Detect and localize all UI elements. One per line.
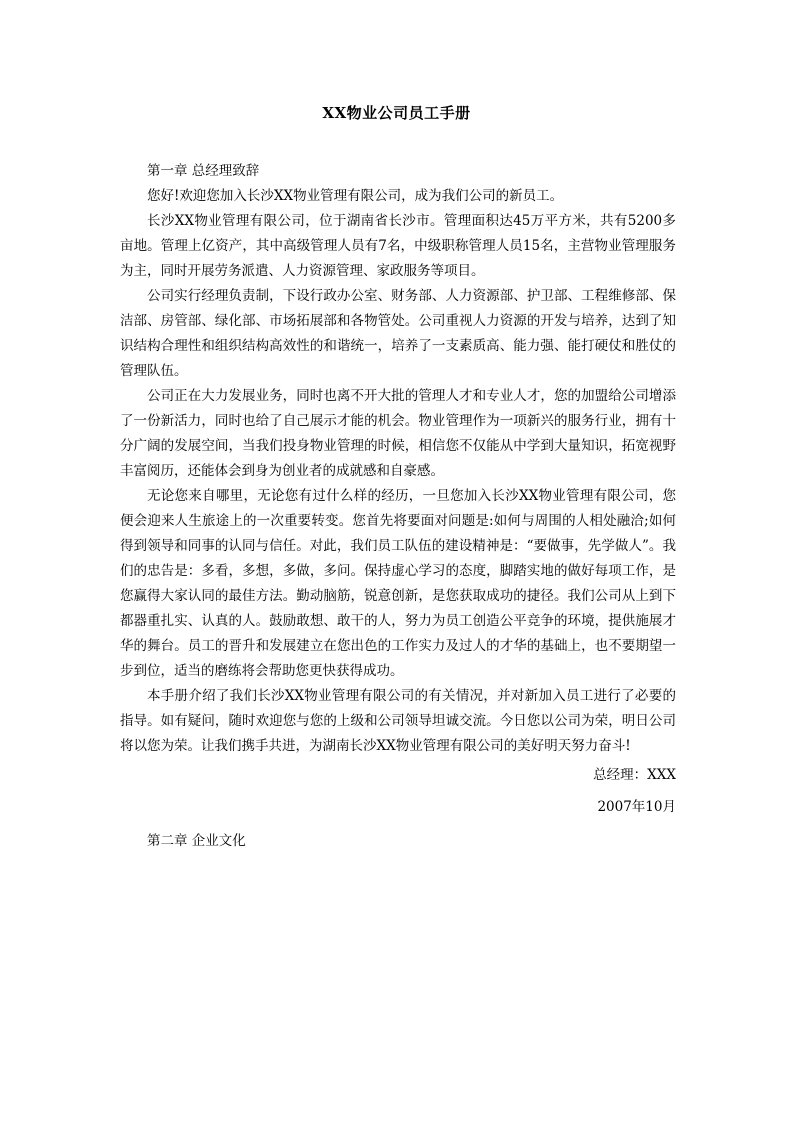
signature: 总经理：XXX	[593, 767, 676, 783]
signature-date: 2007年10月	[597, 799, 676, 815]
paragraph-greeting: 您好!欢迎您加入长沙XX物业管理有限公司，成为我们公司的新员工。	[147, 188, 564, 204]
chapter-1-heading: 第一章 总经理致辞	[147, 163, 260, 179]
paragraph-company-intro: 长沙XX物业管理有限公司，位于湖南省长沙市。管理面积达45万平方米，共有5200多亩地。管理上亿资产，其中高级管理人员有7名，中级职称管理人员15名，主营物业管理服务为主，同时开展劳务派遣、人力资源管理、家政服务等项目。	[120, 213, 676, 279]
document-body	[120, 159, 676, 854]
paragraph-advice: 无论您来自哪里，无论您有过什么样的经历，一旦您加入长沙XX物业管理有限公司，您便会迎来人生旅途上的一次重要转变。您首先将要面对问题是:如何与周围的人相处融洽;如何得到领导和同事的认同与信任。对此，我们员工队伍的建设精神是：“要做事，先学做人”。我们的忠告是：多看，多想，多做，多问。保持虚心学习的态度，脚踏实地的做好每项工作，是您赢得大家认同的最佳方法。勤动脑筋，锐意创新，是您获取成功的捷径。我们公司从上到下都器重扎实、认真的人。鼓励敢想、敢干的人，努力为员工创造公平竞争的环境，提供施展才华的舞台。员工的晋升和发展建立在您出色的工作实力及过人的才华的基础上，也不要期望一步到位，适当的磨练将会帮助您更快获得成功。	[120, 488, 676, 679]
document-title: XX物业公司员工手册	[322, 104, 471, 122]
paragraph-development: 公司正在大力发展业务，同时也离不开大批的管理人才和专业人才，您的加盟给公司增添了一份新活力，同时也给了自己展示才能的机会。物业管理作为一项新兴的服务行业，拥有十分广阔的发展空间，当我们投身物业管理的时候，相信您不仅能从中学到大量知识，拓宽视野丰富阅历，还能体会到身为创业者的成就感和自豪感。	[120, 388, 676, 479]
chapter-2-heading: 第二章 企业文化	[147, 833, 246, 849]
paragraph-organization: 公司实行经理负责制，下设行政办公室、财务部、人力资源部、护卫部、工程维修部、保洁部、房管部、绿化部、市场拓展部和各物管处。公司重视人力资源的开发与培养，达到了知识结构合理性和组织结构高效性的和谐统一，培养了一支素质高、能力强、能打硬仗和胜仗的管理队伍。	[120, 288, 676, 379]
paragraph-handbook-intro: 本手册介绍了我们长沙XX物业管理有限公司的有关情况，并对新加入员工进行了必要的指导。如有疑问，随时欢迎您与您的上级和公司领导坦诚交流。今日您以公司为荣，明日公司将以您为荣。让我们携手共进，为湖南长沙XX物业管理有限公司的美好明天努力奋斗!	[120, 688, 676, 754]
